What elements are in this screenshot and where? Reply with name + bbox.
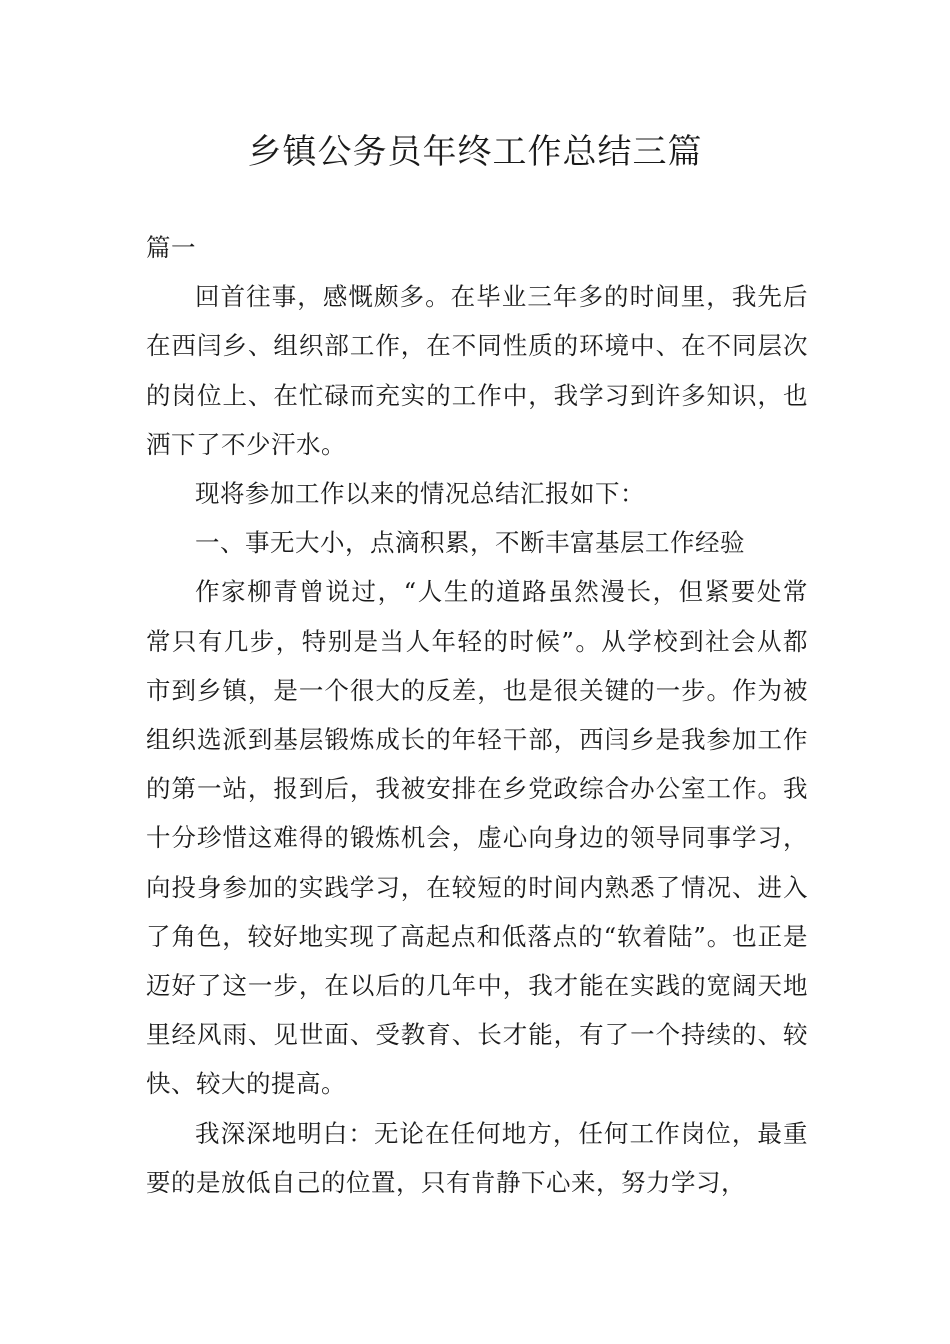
paragraph-experience: 作家柳青曾说过，“人生的道路虽然漫长，但紧要处常常只有几步，特别是当人年轻的时候”。从学校到社会从都市到乡镇，是一个很大的反差，也是很关键的一步。作为被组织选派到基层锻炼成长的年轻干部，西闫乡是我参加工作的第一站，报到后，我被安排在乡党政综合办公室工作。我十分珍惜这难得的锻炼机会，虚心向身边的领导同事学习，向投身参加的实践学习，在较短的时间内熟悉了情况、进入了角色，较好地实现了高起点和低落点的“软着陆”。也正是迈好了这一步，在以后的几年中，我才能在实践的宽阔天地里经风雨、见世面、受教育、长才能，有了一个持续的、较快、较大的提高。 (146, 577, 808, 1099)
paragraph-understanding: 我深深地明白：无论在任何地方，任何工作岗位，最重要的是放低自己的位置，只有肯静下心来，努力学习， (146, 1118, 808, 1197)
paragraph-report-lead: 现将参加工作以来的情况总结汇报如下： (195, 479, 645, 509)
paragraph-intro: 回首往事，感慨颇多。在毕业三年多的时间里，我先后在西闫乡、组织部工作，在不同性质的环境中、在不同层次的岗位上、在忙碌而充实的工作中，我学习到许多知识，也洒下了不少汗水。 (146, 282, 808, 459)
document-title: 乡镇公务员年终工作总结三篇 (247, 132, 703, 172)
section-heading-1: 一、事无大小，点滴积累，不断丰富基层工作经验 (195, 528, 745, 558)
section-label: 篇一 (146, 233, 196, 262)
document-body (146, 223, 808, 1207)
